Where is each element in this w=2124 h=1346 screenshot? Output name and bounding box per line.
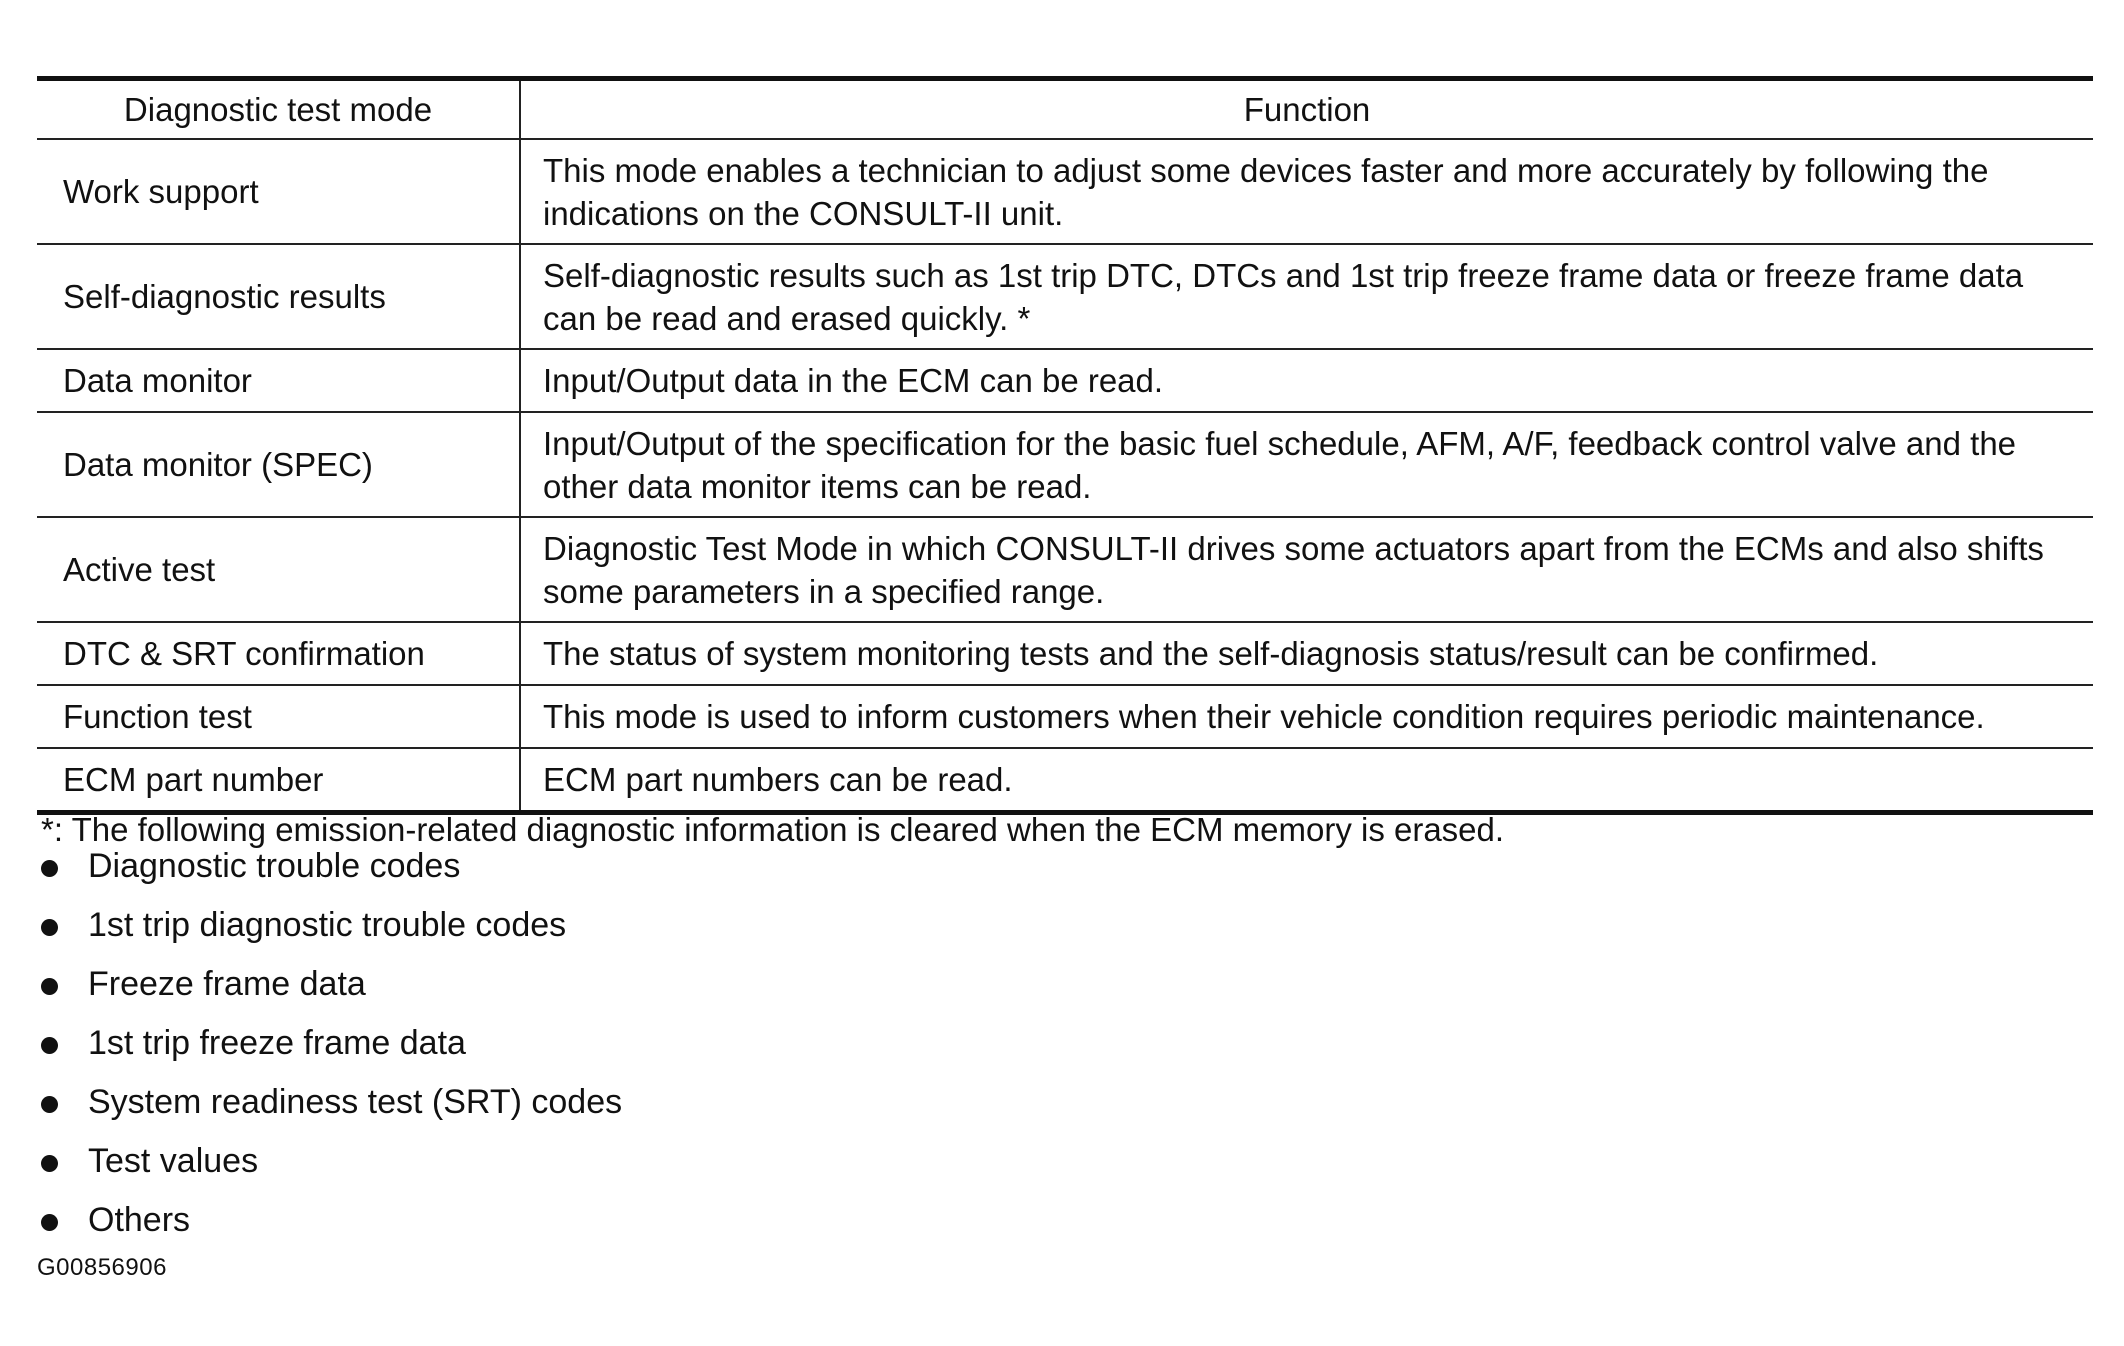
list-item-label: Others [88,1201,191,1239]
table-row [37,748,2093,813]
table-row [37,622,2093,685]
footnote: *: The following emission-related diagnostic information is cleared when the ECM memory is erased. [41,811,1505,848]
mode-cell: DTC & SRT confirmation [37,622,520,685]
bullet-icon [41,978,58,995]
column-header-mode: Diagnostic test mode [37,79,520,140]
table-header-row [37,79,2093,140]
list-item [37,1200,622,1259]
table-row [37,349,2093,412]
list-item [37,905,622,964]
mode-cell: ECM part number [37,748,520,813]
function-cell: Self-diagnostic results such as 1st trip DTC, DTCs and 1st trip freeze frame data or freeze frame data can be read and erased quickly. * [520,244,2093,349]
bullet-icon [41,860,58,877]
bullet-icon [41,1037,58,1054]
table-row [37,412,2093,517]
list-item-label: Test values [88,1142,259,1180]
list-item-label: System readiness test (SRT) codes [88,1083,623,1121]
cleared-information-list [37,846,622,1259]
bullet-icon [41,1096,58,1113]
table-row [37,685,2093,748]
list-item [37,1023,622,1082]
column-header-function: Function [520,79,2093,140]
bullet-icon [41,1214,58,1231]
mode-cell: Function test [37,685,520,748]
list-item-label: Diagnostic trouble codes [88,847,461,885]
mode-cell: Data monitor (SPEC) [37,412,520,517]
mode-cell: Data monitor [37,349,520,412]
function-cell: Input/Output data in the ECM can be read. [520,349,2093,412]
function-cell: The status of system monitoring tests and the self-diagnosis status/result can be confirmed. [520,622,2093,685]
bullet-icon [41,1155,58,1172]
function-cell: This mode is used to inform customers when their vehicle condition requires periodic maintenance. [520,685,2093,748]
function-cell: Diagnostic Test Mode in which CONSULT-II drives some actuators apart from the ECMs and also shifts some parameters in a specified range. [520,517,2093,622]
mode-cell: Work support [37,139,520,244]
list-item-label: Freeze frame data [88,965,366,1003]
figure-id: G00856906 [37,1254,167,1281]
list-item-label: 1st trip freeze frame data [88,1024,466,1062]
list-item-label: 1st trip diagnostic trouble codes [88,906,567,944]
mode-cell: Self-diagnostic results [37,244,520,349]
function-cell: Input/Output of the specification for the basic fuel schedule, AFM, A/F, feedback control valve and the other data monitor items can be read. [520,412,2093,517]
table-row [37,244,2093,349]
list-item [37,1141,622,1200]
function-cell: This mode enables a technician to adjust some devices faster and more accurately by following the indications on the CONSULT-II unit. [520,139,2093,244]
function-cell: ECM part numbers can be read. [543,761,1013,798]
mode-cell: Active test [37,517,520,622]
bullet-icon [41,919,58,936]
list-item [37,1082,622,1141]
list-item [37,964,622,1023]
table-row [37,517,2093,622]
diagnostic-test-mode-table [37,76,2093,815]
list-item [37,846,622,905]
table-row [37,139,2093,244]
